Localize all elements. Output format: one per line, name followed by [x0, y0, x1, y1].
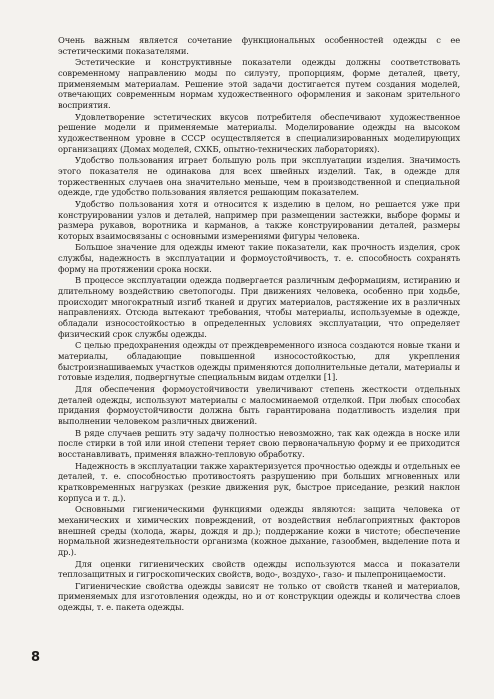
paragraph: Удобство пользования хотя и относится к изделию в целом, но решается уже при конструировании узлов и деталей, например при размещении застежки, выборе формы и размера рукавов, воротника и карманов, а также конструировании деталей, размеры которых взаимосвязаны с основными измерениями фигуры человека. — [58, 198, 460, 241]
paragraph: Очень важным является сочетание функциональных особенностей одежды с ее эстетическими показателями. — [58, 35, 460, 56]
paragraph: В ряде случаев решить эту задачу полностью невозможно, так как одежда в носке или после стирки в той или иной степени теряет свою первоначальную форму и ее приходится восстанавливать, применяя влажно-тепловую обработку. — [58, 427, 460, 459]
paragraph: Большое значение для одежды имеют такие показатели, как прочность изделия, срок службы, надежность в эксплуатации и формоустойчивость, т. е. способность сохранять форму на протяжении срока носки. — [58, 242, 460, 274]
paragraph: Гигиенические свойства одежды зависят не только от свойств тканей и материалов, применяемых для изготовления одежды, но и от конструкции одежды и количества слоев одежды, т. е. пакета одежды. — [58, 580, 460, 613]
paragraph: Надежность в эксплуатации также характеризуется прочностью одежды и отдельных ее деталей, т. е. способностью противостоять разрушению при больших мгновенных или кратковременных нагрузках (резкие движения рук, быстрое приседание, резкий наклон корпуса и т. д.). — [58, 460, 460, 503]
paragraph: Для обеспечения формоустойчивости увеличивают степень жесткости отдельных деталей одежды, используют материалы с малосминаемой отделкой. При любых способах придания формоустойчивости должна быть гарантирована податливость изделия при выполнении человеком различных движений. — [58, 384, 460, 426]
paragraph: Для оценки гигиенических свойств одежды используются масса и показатели теплозащитных и гигроскопических свойств, водо-, воздухо-, газо- и пылепроницаемости. — [58, 558, 460, 580]
paragraph: Удовлетворение эстетических вкусов потребителя обеспечивают художественное решение модели и применяемые материалы. Моделирование одежды на высоком художественном уровне в СССР осуществляется в специализированных моделирующих организациях (Домах моделей, СХКБ, опытно-технических лабораториях). — [58, 111, 460, 154]
page-text — [58, 35, 460, 614]
paragraph: Эстетические и конструктивные показатели одежды должны соответствовать современному направлению моды по силуэту, пропорциям, форме деталей, цвету, применяемым материалам. Решение этой задачи достигается путем создания моделей, отвечающих современным нормам художественного оформления и законам зрительного восприятия. — [58, 57, 460, 110]
paragraph: Основными гигиеническими функциями одежды являются: защита человека от механических и химических повреждений, от воздействия неблагоприятных факторов внешней среды (холода, жары, дождя и др.); поддержание кожи в чистоте; обеспечение нормальной жизнедеятельности организма (кожное дыхание, газообмен, выделение пота и др.). — [58, 504, 460, 557]
paragraph: Удобство пользования играет большую роль при эксплуатации изделия. Значимость этого показателя не одинакова для всех швейных изделий. Так, в одежде для торжественных случаев она значительно меньше, чем в производственной и специальной одежде, где удобство пользования является решающим показателем. — [58, 155, 460, 198]
page-number: 8 — [31, 650, 41, 665]
paragraph: С целью предохранения одежды от преждевременного износа создаются новые ткани и материалы, обладающие повышенной износостойкостью, для укрепления быстроизнашиваемых участков одежды применяются дополнительные детали, материалы и готовые изделия, подвергнутые специальным видам отделки [1]. — [58, 340, 460, 383]
paragraph: В процессе эксплуатации одежда подвергается различным деформациям, истиранию и длительному воздействию светопогоды. При движениях человека, особенно при ходьбе, происходит многократный изгиб тканей и других материалов, растяжение их в различных направлениях. Отсюда вытекают требования, чтобы материалы, используемые в одежде, обладали износостойкостью в определенных условиях эксплуатации, что определяет физический срок службы одежды. — [58, 275, 460, 339]
